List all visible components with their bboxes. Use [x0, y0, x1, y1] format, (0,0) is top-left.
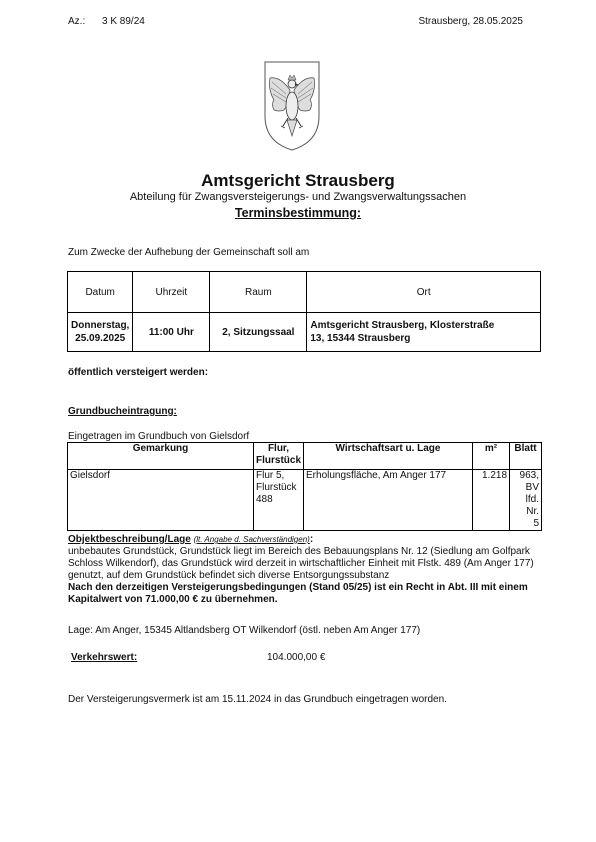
header-flur — [254, 443, 304, 470]
cell-datum — [68, 313, 133, 352]
court-title: Amtsgericht Strausberg — [201, 171, 395, 190]
encumbrance-statement: Nach den derzeitigen Versteigerungsbedingungen (Stand 05/25) ist ein Recht in Abt. III mit einem Kapitalwert von 71.000,00 € zu übernehmen. — [68, 582, 528, 605]
header-blatt: Blatt — [510, 443, 542, 470]
header-datum: Datum — [68, 272, 133, 313]
grundbuch-table — [67, 442, 542, 531]
header-uhrzeit: Uhrzeit — [133, 272, 210, 313]
registration-note: Der Versteigerungsvermerk ist am 15.11.2024 in das Grundbuch eingetragen worden. — [68, 694, 447, 705]
header-gemarkung: Gemarkung — [68, 443, 254, 470]
object-description-block — [68, 534, 538, 606]
place-date: Strausberg, 28.05.2025 — [418, 16, 523, 27]
table-header-row — [68, 272, 541, 313]
auction-statement: öffentlich versteigert werden: — [68, 367, 209, 378]
flur-line3: 488 — [256, 494, 273, 505]
blatt-line2: lfd. Nr. — [525, 494, 539, 517]
header-wirtschaftsart: Wirtschaftsart u. Lage — [304, 443, 473, 470]
header-raum: Raum — [210, 272, 307, 313]
court-department: Abteilung für Zwangsversteigerungs- und Zwangsverwaltungssachen — [129, 191, 467, 203]
appointment-table — [67, 271, 541, 352]
intro-text: Zum Zwecke der Aufhebung der Gemeinschaft soll am — [68, 247, 310, 258]
object-heading-colon: : — [309, 534, 314, 545]
grundbuch-heading: Grundbucheintragung: — [68, 406, 177, 417]
header-m2: m² — [473, 443, 510, 470]
market-value-label: Verkehrswert: — [71, 652, 138, 663]
datum-line1: Donnerstag, — [71, 320, 130, 331]
property-location: Lage: Am Anger, 15345 Altlandsberg OT Wilkendorf (östl. neben Am Anger 177) — [68, 625, 421, 636]
cell-m2: 1.218 — [473, 470, 510, 531]
cell-flur — [254, 470, 304, 531]
market-value-amount: 104.000,00 € — [267, 652, 326, 663]
coat-of-arms-eagle-icon — [262, 60, 322, 152]
cell-ort — [307, 313, 541, 352]
cell-uhrzeit: 11:00 Uhr — [133, 313, 210, 352]
table-row — [68, 470, 542, 531]
ort-line1: Amtsgericht Strausberg, Klosterstraße — [310, 320, 495, 331]
table-header-row — [68, 443, 542, 470]
cell-blatt — [510, 470, 542, 531]
cell-wirtschaftsart: Erholungsfläche, Am Anger 177 — [304, 470, 473, 531]
document-heading: Terminsbestimmung: — [234, 206, 362, 220]
file-number-label: Az.: — [68, 16, 86, 27]
expert-note: (lt. Angabe d. Sachverständigen) — [193, 535, 310, 544]
grundbuch-intro: Eingetragen im Grundbuch von Gielsdorf — [68, 431, 250, 442]
table-row — [68, 313, 541, 352]
ort-line2: 13, 15344 Strausberg — [310, 333, 411, 344]
flur-line1: Flur 5, — [256, 470, 285, 481]
blatt-line1: 963, BV — [519, 470, 539, 493]
flur-line2: Flurstück — [256, 482, 297, 493]
header-ort: Ort — [307, 272, 541, 313]
blatt-line3: 5 — [533, 518, 539, 529]
object-description-text: unbebautes Grundstück, Grundstück liegt im Bereich des Bebauungsplans Nr. 12 (Siedlung am Golfpark Schloss Wilkendorf), das Grundstück wird derzeit in wirtschaftlicher Einheit mit Flstk. 489 (Am Anger 177) genutzt, auf dem Grundstück befindet sich diverse Entsorgungssubstanz — [68, 546, 534, 581]
flur-header-line1: Flur, — [267, 443, 290, 454]
cell-raum: 2, Sitzungssaal — [210, 313, 307, 352]
object-description-heading: Objektbeschreibung/Lage — [68, 534, 191, 545]
flur-header-line2: Flurstück — [256, 455, 302, 466]
cell-gemarkung: Gielsdorf — [68, 470, 254, 531]
file-number-value: 3 K 89/24 — [102, 16, 145, 27]
datum-line2: 25.09.2025 — [75, 333, 126, 344]
